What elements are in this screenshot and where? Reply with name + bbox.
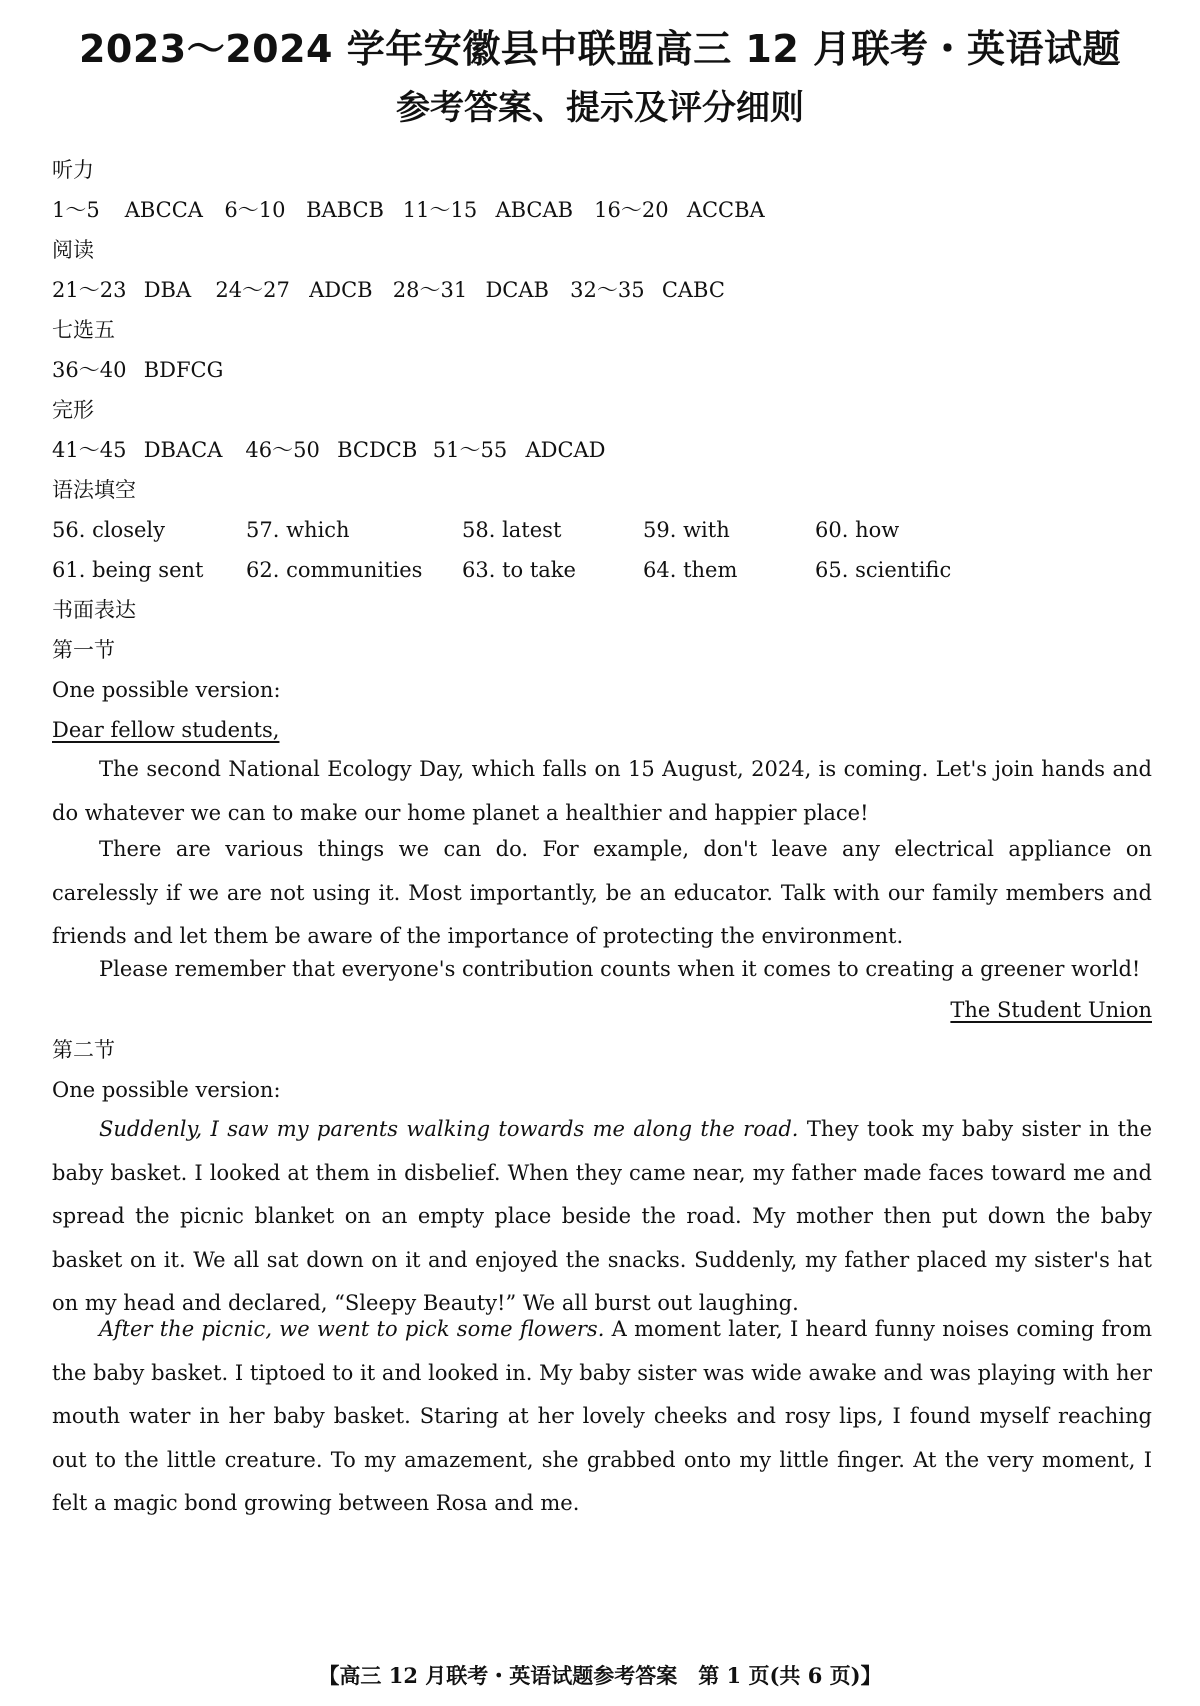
letter-paragraph (52, 948, 1152, 992)
grammar-answer: 58. latest (462, 518, 562, 542)
answer-range: 51～55 (432, 438, 508, 462)
grammar-answer: 63. to take (462, 558, 576, 582)
letter-paragraph-text: The second National Ecology Day, which falls on 15 August, 2024, is coming. Let's join hands and do whatever we can to make our home planet a healthier and happier place! (52, 757, 1152, 825)
grammar-answer: 57. which (246, 518, 350, 542)
story-lead-sentence: After the picnic, we went to pick some flowers. (99, 1317, 605, 1341)
answer-key: ADCAD (525, 438, 606, 462)
writing-part2-heading: 第二节 (52, 1038, 115, 1062)
cloze-answers (52, 435, 606, 465)
story-paragraph-text: A moment later, I heard funny noises coming from the baby basket. I tiptoed to it and looked in. My baby sister was wide awake and was playing with her mouth water in her baby basket. Staring at her lovely cheeks and rosy lips, I found myself reaching out to the little creature. To my amazement, she grabbed onto my little finger. At the very moment, I felt a magic bond growing between Rosa and me. (52, 1317, 1153, 1516)
writing-part2-intro: One possible version: (52, 1078, 281, 1102)
letter-paragraph-text: Please remember that everyone's contribution counts when it comes to creating a greener world! (99, 957, 1141, 981)
answer-key: DBA (143, 278, 192, 302)
answer-range: 24～27 (215, 278, 290, 302)
grammar-answer: 64. them (643, 558, 738, 582)
story-paragraph (52, 1308, 1152, 1526)
answer-key: ABCAB (495, 198, 574, 222)
letter-paragraph-text: There are various things we can do. For example, don't leave any electrical appliance on carelessly if we are not using it. Most importantly, be an educator. Talk with our family members and friends and let them be aware of the importance of protecting the environment. (52, 837, 1152, 949)
story-paragraph (52, 1108, 1152, 1326)
answer-key: DCAB (485, 278, 549, 302)
seven-five-answers (52, 355, 223, 385)
reading-answers (52, 275, 725, 305)
answer-key: CABC (661, 278, 725, 302)
grammar-answer: 59. with (643, 518, 730, 542)
answer-key: ADCB (309, 278, 373, 302)
letter-paragraph (52, 748, 1152, 835)
writing-part1-intro: One possible version: (52, 678, 281, 702)
answer-key: ACCBA (686, 198, 765, 222)
answer-range: 36～40 (52, 358, 127, 382)
writing-heading: 书面表达 (52, 598, 136, 622)
answer-range: 16～20 (594, 198, 669, 222)
grammar-answer: 65. scientific (815, 558, 952, 582)
page-subtitle: 参考答案、提示及评分细则 (396, 88, 804, 128)
cloze-heading: 完形 (52, 398, 94, 422)
grammar-answer: 60. how (815, 518, 900, 542)
answer-key: BDFCG (143, 358, 224, 382)
letter-paragraph (52, 828, 1152, 959)
letter-salutation: Dear fellow students, (52, 718, 280, 742)
reading-heading: 阅读 (52, 238, 94, 262)
answer-key: BCDCB (337, 438, 418, 462)
grammar-heading: 语法填空 (52, 478, 136, 502)
answer-range: 11～15 (402, 198, 478, 222)
answer-range: 28～31 (392, 278, 468, 302)
listening-answers (52, 195, 765, 225)
writing-part1-heading: 第一节 (52, 638, 115, 662)
listening-heading: 听力 (52, 158, 94, 182)
grammar-answer: 62. communities (246, 558, 423, 582)
grammar-answer: 56. closely (52, 518, 165, 542)
answer-range: 41～45 (52, 438, 127, 462)
grammar-answer: 61. being sent (52, 558, 204, 582)
letter-signature: The Student Union (950, 998, 1152, 1022)
answer-range: 21～23 (52, 278, 127, 302)
page-footer: 【高三 12 月联考・英语试题参考答案 第 1 页(共 6 页)】 (318, 1663, 882, 1688)
answer-range: 6～10 (224, 198, 286, 222)
story-lead-sentence: Suddenly, I saw my parents walking towards me along the road. (99, 1117, 799, 1141)
page-title: 2023～2024 学年安徽县中联盟高三 12 月联考・英语试题 (78, 27, 1122, 71)
answer-key: ABCCA (124, 198, 203, 222)
seven-five-heading: 七选五 (52, 318, 115, 342)
answer-range: 32～35 (570, 278, 645, 302)
answer-range: 46～50 (245, 438, 320, 462)
story-paragraph-text: They took my baby sister in the baby basket. I looked at them in disbelief. When they came near, my father made faces toward me and spread the picnic blanket on an empty place beside the road. My mother then put down the baby basket on it. We all sat down on it and enjoyed the snacks. Suddenly, my father placed my sister's hat on my head and declared, “Sleepy Beauty!” We all burst out laughing. (52, 1117, 1152, 1316)
answer-range: 1～5 (52, 198, 100, 222)
answer-key: BABCB (306, 198, 384, 222)
answer-key: DBACA (143, 438, 223, 462)
